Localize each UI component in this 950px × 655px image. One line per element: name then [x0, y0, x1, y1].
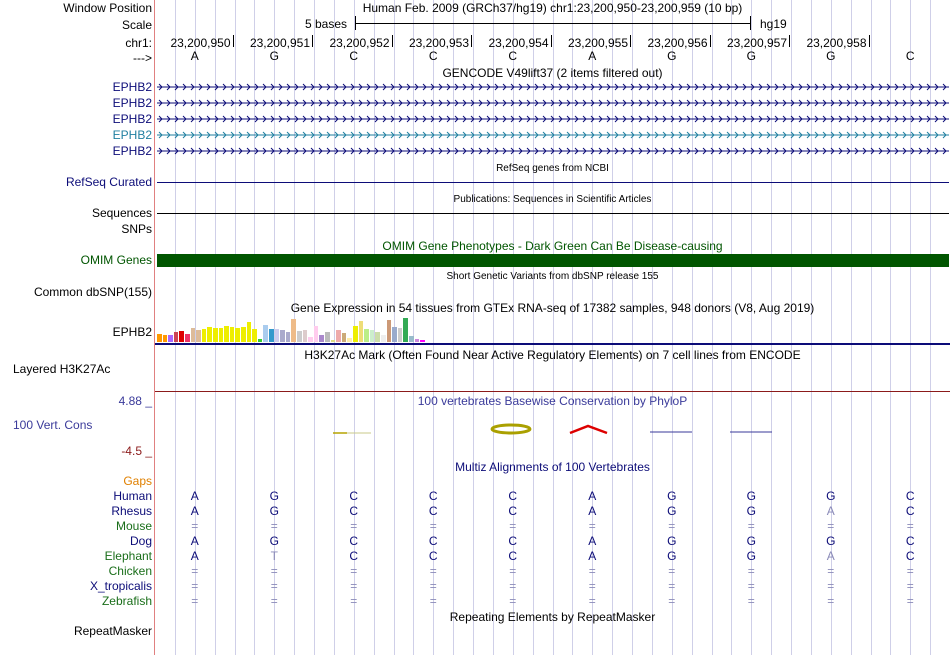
- gencode-transcript-feature[interactable]: [157, 145, 949, 157]
- scale-bar: [355, 23, 750, 24]
- alignment-base: A: [588, 549, 597, 563]
- alignment-base: A: [190, 549, 199, 563]
- alignment-base: C: [508, 534, 518, 548]
- alignment-base: =: [191, 579, 199, 593]
- gtex-tissue-bar[interactable]: [381, 335, 386, 342]
- window-position-label: Window Position: [63, 1, 152, 15]
- alignment-base: T: [270, 549, 278, 563]
- omim-track-title[interactable]: OMIM Gene Phenotypes - Dark Green Can Be Disease-causing: [382, 239, 723, 253]
- refseq-track-label[interactable]: RefSeq Curated: [65, 175, 152, 189]
- scale-label: Scale: [121, 18, 152, 32]
- ruler-base: C: [428, 49, 438, 63]
- ruler-base: G: [667, 49, 677, 63]
- gtex-tissue-bar[interactable]: [179, 331, 184, 342]
- sequences-track-label[interactable]: Sequences: [91, 206, 152, 220]
- alignment-base: A: [588, 534, 597, 548]
- gtex-tissue-bar[interactable]: [375, 332, 380, 342]
- alignment-base: C: [508, 504, 518, 518]
- gtex-tissue-bar[interactable]: [303, 330, 308, 342]
- phylop-track-title[interactable]: 100 vertebrates Basewise Conservation by PhyloP: [417, 394, 688, 408]
- gtex-track-label[interactable]: EPHB2: [112, 325, 152, 339]
- gtex-tissue-bar[interactable]: [269, 329, 274, 342]
- alignment-base: =: [906, 579, 914, 593]
- h3k27ac-baseline: [155, 391, 950, 392]
- gtex-tissue-bar[interactable]: [263, 325, 268, 342]
- alignment-base: G: [269, 489, 279, 503]
- gtex-tissue-bar[interactable]: [286, 332, 291, 342]
- species-label[interactable]: Dog: [129, 534, 152, 548]
- gtex-tissue-bar[interactable]: [403, 318, 408, 342]
- ruler-tick: [789, 35, 790, 47]
- gtex-tissue-bar[interactable]: [207, 327, 212, 342]
- alignment-base: C: [428, 489, 438, 503]
- multiz-track-title[interactable]: Multiz Alignments of 100 Vertebrates: [455, 460, 650, 474]
- gtex-tissue-bar[interactable]: [336, 330, 341, 342]
- alignment-base: C: [349, 534, 359, 548]
- alignment-base: =: [350, 564, 358, 578]
- ruler-base: G: [746, 49, 756, 63]
- gtex-tissue-bar[interactable]: [235, 328, 240, 342]
- alignment-base: C: [905, 489, 915, 503]
- alignment-base: G: [746, 504, 756, 518]
- gtex-tissue-bar[interactable]: [415, 339, 420, 342]
- species-label[interactable]: Human: [113, 489, 152, 503]
- gtex-tissue-bar[interactable]: [347, 338, 352, 342]
- gencode-transcript-label[interactable]: EPHB2: [112, 128, 152, 142]
- gtex-tissue-bar[interactable]: [213, 328, 218, 342]
- ruler-base: C: [349, 49, 359, 63]
- gtex-tissue-bar[interactable]: [314, 326, 319, 342]
- gencode-track-title[interactable]: GENCODE V49lift37 (2 items filtered out): [442, 66, 663, 80]
- gtex-tissue-bar[interactable]: [241, 327, 246, 342]
- alignment-base: =: [429, 564, 437, 578]
- alignment-base: G: [269, 534, 279, 548]
- ruler-base: A: [588, 49, 597, 63]
- gtex-tissue-bar[interactable]: [342, 333, 347, 342]
- ruler-position-label: 23,200,957: [726, 36, 787, 50]
- alignment-base: =: [509, 579, 517, 593]
- alignment-base: G: [746, 549, 756, 563]
- gtex-tissue-bar[interactable]: [224, 326, 229, 342]
- alignment-base: C: [905, 549, 915, 563]
- gencode-transcript-label[interactable]: EPHB2: [112, 144, 152, 158]
- h3k27ac-track-label[interactable]: Layered H3K27Ac: [13, 362, 111, 376]
- omim-gene-feature[interactable]: [157, 254, 949, 267]
- gtex-tissue-bar[interactable]: [364, 329, 369, 342]
- alignment-base: =: [588, 519, 596, 533]
- gtex-tissue-bar[interactable]: [219, 328, 224, 342]
- gtex-tissue-bar[interactable]: [420, 340, 425, 342]
- alignment-base: =: [827, 564, 835, 578]
- gtex-tissue-bar[interactable]: [280, 330, 285, 342]
- repeatmasker-track-label[interactable]: RepeatMasker: [73, 624, 152, 638]
- alignment-base: C: [349, 489, 359, 503]
- dbsnp-track-title[interactable]: Short Genetic Variants from dbSNP release 155: [446, 271, 659, 282]
- alignment-base: C: [905, 534, 915, 548]
- gtex-tissue-bar[interactable]: [196, 330, 201, 342]
- refseq-feature-line[interactable]: [157, 182, 949, 183]
- gtex-tissue-bar[interactable]: [353, 326, 358, 342]
- scale-text: 5 bases: [305, 17, 348, 31]
- ruler-tick: [312, 35, 313, 47]
- alignment-base: =: [509, 594, 517, 608]
- alignment-base: =: [747, 519, 755, 533]
- publications-track-title[interactable]: Publications: Sequences in Scientific Articles: [453, 194, 652, 205]
- gtex-tissue-bar[interactable]: [275, 329, 280, 342]
- species-label[interactable]: X_tropicalis: [89, 579, 152, 593]
- ruler-base: C: [508, 49, 518, 63]
- gtex-tissue-bar[interactable]: [308, 337, 313, 342]
- dbsnp-track-label[interactable]: Common dbSNP(155): [33, 285, 152, 299]
- ruler-tick: [869, 35, 870, 47]
- alignment-base: =: [827, 594, 835, 608]
- alignment-base: G: [667, 534, 677, 548]
- alignment-base: =: [668, 594, 676, 608]
- alignment-base: =: [747, 594, 755, 608]
- ruler-position-label: 23,200,952: [329, 36, 390, 50]
- gtex-tissue-bar[interactable]: [258, 339, 263, 342]
- alignment-base: G: [667, 504, 677, 518]
- alignment-base: C: [428, 534, 438, 548]
- ruler-tick: [710, 35, 711, 47]
- alignment-base: A: [826, 504, 835, 518]
- gtex-tissue-bar[interactable]: [247, 322, 252, 342]
- species-label[interactable]: Mouse: [115, 519, 152, 533]
- alignment-base: C: [905, 504, 915, 518]
- alignment-base: =: [191, 594, 199, 608]
- gtex-feature-line: [155, 343, 950, 345]
- gtex-tissue-bar[interactable]: [370, 330, 375, 342]
- alignment-base: =: [270, 519, 278, 533]
- gtex-tissue-bar[interactable]: [359, 321, 364, 342]
- gtex-tissue-bar[interactable]: [185, 334, 190, 342]
- alignment-base: =: [270, 564, 278, 578]
- alignment-base: =: [429, 519, 437, 533]
- alignment-base: C: [428, 504, 438, 518]
- omim-track-label[interactable]: OMIM Genes: [80, 253, 152, 267]
- alignment-base: =: [906, 564, 914, 578]
- h3k27ac-track-title[interactable]: H3K27Ac Mark (Often Found Near Active Regulatory Elements) on 7 cell lines from ENCODE: [304, 348, 801, 362]
- ruler-tick: [233, 35, 234, 47]
- gtex-tissue-bar[interactable]: [319, 335, 324, 342]
- alignment-base: A: [190, 534, 199, 548]
- phylop-min-label: -4.5 _: [121, 444, 152, 458]
- gtex-tissue-bar[interactable]: [168, 335, 173, 342]
- alignment-base: G: [269, 504, 279, 518]
- phylop-max-label: 4.88 _: [118, 394, 152, 408]
- alignment-base: =: [270, 594, 278, 608]
- gencode-transcript-feature[interactable]: [157, 97, 949, 109]
- gtex-tissue-bar[interactable]: [230, 327, 235, 342]
- gtex-tissue-bar[interactable]: [163, 335, 168, 342]
- alignment-base: G: [667, 489, 677, 503]
- alignment-base: A: [588, 504, 597, 518]
- alignment-base: A: [588, 489, 597, 503]
- alignment-base: =: [906, 594, 914, 608]
- gencode-transcript-label[interactable]: EPHB2: [112, 80, 152, 94]
- alignment-base: C: [508, 489, 518, 503]
- gtex-tissue-bar[interactable]: [157, 334, 162, 342]
- alignment-base: G: [826, 489, 836, 503]
- phylop-conservation-marks: [155, 418, 950, 438]
- alignment-base: =: [350, 579, 358, 593]
- alignment-base: =: [588, 594, 596, 608]
- gtex-tissue-bar[interactable]: [325, 332, 330, 342]
- ruler-tick: [471, 35, 472, 47]
- gencode-transcript-feature[interactable]: [157, 113, 949, 125]
- alignment-base: =: [509, 564, 517, 578]
- window-position-text: Human Feb. 2009 (GRCh37/hg19) chr1:23,200,950-23,200,959 (10 bp): [362, 1, 743, 15]
- alignment-base: C: [428, 549, 438, 563]
- gtex-tissue-bar[interactable]: [191, 328, 196, 342]
- alignment-base: =: [509, 519, 517, 533]
- ruler-base: A: [190, 49, 199, 63]
- ruler-tick: [630, 35, 631, 47]
- species-label[interactable]: Zebrafish: [101, 594, 152, 608]
- gtex-tissue-bar[interactable]: [252, 329, 257, 342]
- gtex-tissue-bar[interactable]: [387, 320, 392, 342]
- species-label[interactable]: Rhesus: [111, 504, 152, 518]
- alignment-base: =: [429, 594, 437, 608]
- ruler-base: G: [269, 49, 279, 63]
- gaps-label: Gaps: [123, 474, 152, 488]
- alignment-base: =: [668, 564, 676, 578]
- scale-bar-end: [750, 16, 751, 30]
- strand-label: --->: [133, 51, 152, 65]
- alignment-base: A: [190, 504, 199, 518]
- alignment-base: A: [826, 549, 835, 563]
- gtex-tissue-bar[interactable]: [409, 336, 414, 342]
- alignment-base: =: [350, 519, 358, 533]
- refseq-track-title[interactable]: RefSeq genes from NCBI: [496, 163, 609, 174]
- alignment-base: G: [667, 549, 677, 563]
- gencode-transcript-label[interactable]: EPHB2: [112, 96, 152, 110]
- gtex-tissue-bar[interactable]: [174, 332, 179, 342]
- alignment-base: A: [190, 489, 199, 503]
- species-label[interactable]: Chicken: [108, 564, 152, 578]
- species-label[interactable]: Elephant: [104, 549, 152, 563]
- repeatmasker-track-title[interactable]: Repeating Elements by RepeatMasker: [449, 610, 656, 624]
- alignment-base: C: [508, 549, 518, 563]
- alignment-base: =: [350, 594, 358, 608]
- alignment-base: =: [191, 519, 199, 533]
- gencode-transcript-feature[interactable]: [157, 81, 949, 93]
- ruler-tick: [392, 35, 393, 47]
- ruler-position-label: 23,200,955: [567, 36, 628, 50]
- gtex-tissue-bar[interactable]: [398, 328, 403, 342]
- alignment-base: =: [906, 519, 914, 533]
- gencode-transcript-label[interactable]: EPHB2: [112, 112, 152, 126]
- chromosome-label: chr1:: [125, 36, 152, 50]
- ruler-position-label: 23,200,954: [488, 36, 549, 50]
- ruler-position-label: 23,200,950: [170, 36, 231, 50]
- snps-track-label[interactable]: SNPs: [121, 222, 152, 236]
- alignment-base: =: [588, 564, 596, 578]
- gencode-transcript-feature[interactable]: [157, 129, 949, 141]
- assembly-label: hg19: [760, 17, 787, 31]
- phylop-track-label[interactable]: 100 Vert. Cons: [13, 418, 93, 432]
- alignment-base: C: [349, 549, 359, 563]
- alignment-base: =: [668, 579, 676, 593]
- alignment-base: G: [826, 534, 836, 548]
- alignment-base: =: [191, 564, 199, 578]
- gtex-tissue-bar[interactable]: [297, 331, 302, 342]
- ruler-position-label: 23,200,956: [647, 36, 708, 50]
- alignment-base: =: [827, 579, 835, 593]
- ruler-tick: [551, 35, 552, 47]
- ruler-base: G: [826, 49, 836, 63]
- alignment-base: =: [668, 519, 676, 533]
- ruler-position-label: 23,200,958: [806, 36, 867, 50]
- ruler-base: C: [905, 49, 915, 63]
- alignment-base: =: [588, 579, 596, 593]
- gtex-tissue-bar[interactable]: [291, 319, 296, 342]
- label-divider: [154, 0, 155, 655]
- gtex-track-title[interactable]: Gene Expression in 54 tissues from GTEx RNA-seq of 17382 samples, 948 donors (V8, Aug 2019): [290, 301, 815, 315]
- alignment-base: G: [746, 534, 756, 548]
- alignment-base: G: [746, 489, 756, 503]
- alignment-base: =: [827, 519, 835, 533]
- alignment-base: =: [429, 579, 437, 593]
- gtex-tissue-bar[interactable]: [392, 327, 397, 342]
- gtex-tissue-bar[interactable]: [202, 329, 207, 342]
- alignment-base: =: [747, 579, 755, 593]
- sequences-feature-line[interactable]: [157, 213, 949, 214]
- ruler-position-label: 23,200,953: [408, 36, 469, 50]
- ruler-position-label: 23,200,951: [249, 36, 310, 50]
- alignment-base: C: [349, 504, 359, 518]
- alignment-base: =: [747, 564, 755, 578]
- alignment-base: =: [270, 579, 278, 593]
- gtex-tissue-bar[interactable]: [331, 340, 336, 342]
